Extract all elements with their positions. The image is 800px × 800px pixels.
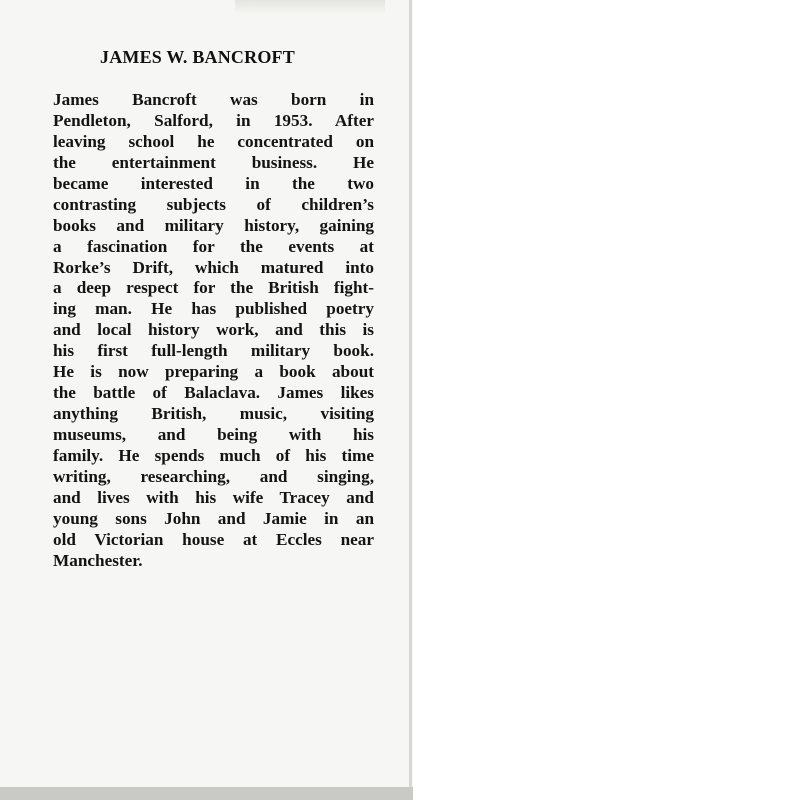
bio-line: and lives with his wife Tracey and [53,487,374,507]
bio-line: and local history work, and this is [53,320,374,340]
bio-line: contrasting subjects of children’s [53,194,374,214]
bio-line: ing man. He has published poetry [53,299,374,319]
bio-line: anything British, music, visiting [53,404,374,424]
author-bio [53,90,374,572]
bio-line: Rorke’s Drift, which matured into [53,257,374,277]
bio-line: young sons John and Jamie in an [53,508,374,528]
bio-line: old Victorian house at Eccles near [53,529,374,549]
scan-bottom-border [0,787,413,800]
bio-line: a deep respect for the British fight- [53,278,374,298]
bio-line: the entertainment business. He [53,152,374,172]
bio-line: museums, and being with his [53,425,374,444]
bio-line: Pendleton, Salford, in 1953. After [53,110,374,130]
author-heading: JAMES W. BANCROFT [100,47,295,67]
bio-line: He is now preparing a book about [53,362,374,382]
scan-shadow [235,0,385,14]
scan-edge [409,0,412,800]
bio-line: a fascination for the events at [53,236,374,256]
bio-line: Manchester. [53,550,143,570]
bio-line: became interested in the two [53,173,374,193]
bio-line: the battle of Balaclava. James likes [53,383,374,403]
bio-line: books and military history, gaining [53,215,374,235]
bio-line: leaving school he concentrated on [53,131,374,151]
bio-line: his first full-length military book. [53,341,374,361]
bio-line: family. He spends much of his time [53,445,374,465]
bio-line: writing, researching, and singing, [53,466,374,486]
bio-line: James Bancroft was born in [53,90,374,109]
